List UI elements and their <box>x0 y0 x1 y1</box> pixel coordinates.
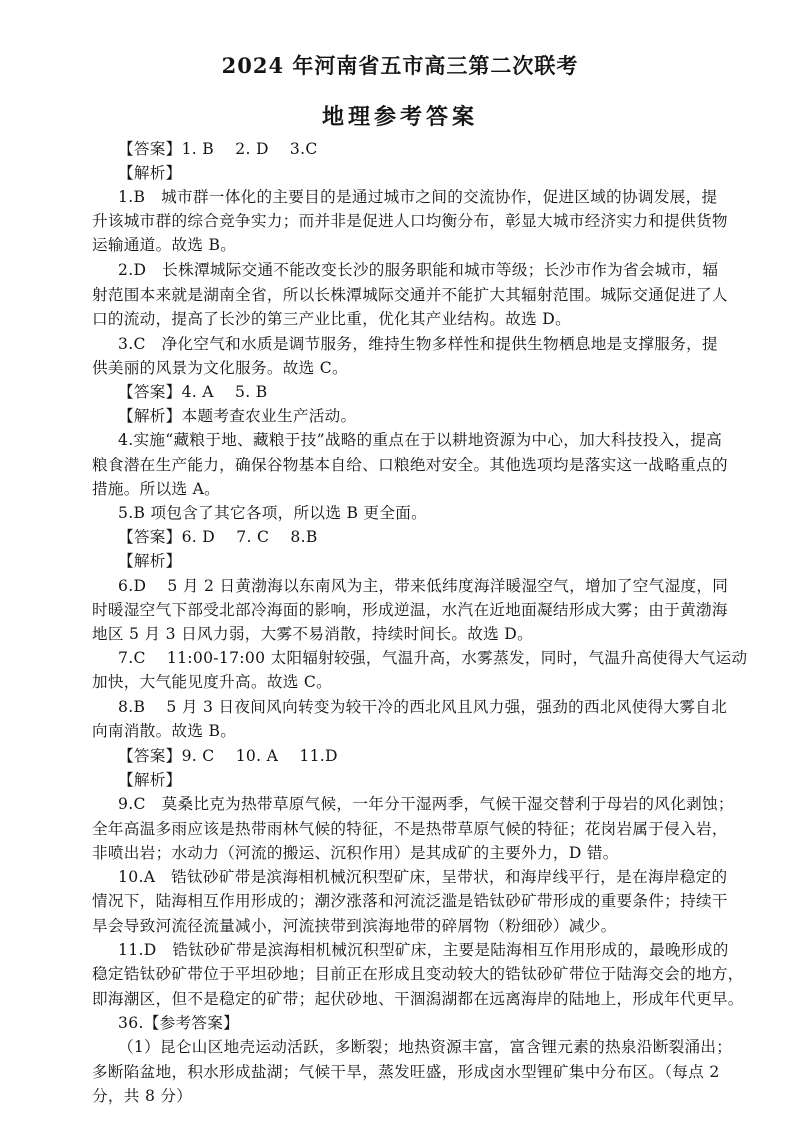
page-title: 2024 年河南省五市高三第二次联考 <box>221 53 579 78</box>
text-line: 即海潮区，但不是稳定的矿带；起伏砂地、干涸潟湖都在远离海岸的陆地上，形成年代更早。 <box>92 990 744 1008</box>
text-line: 情况下，陆海相互作用形成的；潮汐涨落和河流泛滥是锆钛砂矿带形成的重要条件；持续干 <box>92 892 728 910</box>
reference-answer-heading: 36.【参考答案】 <box>118 1014 240 1032</box>
text-line: 旱会导致河流径流量减小，河流挟带到滨海地带的碎屑物（粉细砂）减少。 <box>92 917 617 935</box>
text-line: 10.A 锆钛砂矿带是滨海相机械沉积型矿床，呈带状，和海岸线平行，是在海岸稳定的 <box>118 868 728 886</box>
answer-line-9-11: 【答案】9. C 10. A 11.D <box>118 747 338 765</box>
text-line: 时暖湿空气下部受北部冷海面的影响，形成逆温，水汽在近地面凝结形成大雾；由于黄渤海 <box>92 601 728 619</box>
answer-line-1-3: 【答案】1. B 2. D 3.C <box>118 140 318 158</box>
text-line: 7.C 11:00-17:00 太阳辐射较强，气温升高，水雾蒸发，同时，气温升高使得大气运动 <box>118 649 748 667</box>
analysis-heading: 【解析】本题考查农业生产活动。 <box>118 407 357 425</box>
analysis-heading: 【解析】 <box>118 552 182 570</box>
answer-line-4-5: 【答案】4. A 5. B <box>118 383 268 401</box>
text-line: 地区 5 月 3 日风力弱，大雾不易消散，持续时间长。故选 D。 <box>92 625 533 643</box>
text-line: 加快，大气能见度升高。故选 C。 <box>92 673 333 691</box>
text-line: 多断陷盆地，积水形成盐湖；气候干旱，蒸发旺盛，形成卤水型锂矿集中分布区。（每点 2 <box>92 1063 720 1081</box>
text-line: 供美丽的风景为文化服务。故选 C。 <box>92 359 348 377</box>
text-line: （1）昆仑山区地壳运动活跃，多断裂；地热资源丰富，富含锂元素的热泉沿断裂涌出； <box>118 1038 733 1056</box>
text-line: 11.D 锆钛砂矿带是滨海相机械沉积型矿床，主要是陆海相互作用形成的，最晚形成的 <box>118 941 729 959</box>
text-line: 升该城市群的综合竞争实力；而并非是促进人口均衡分布，彰显大城市经济实力和提供货物 <box>92 212 728 230</box>
answer-line-6-8: 【答案】6. D 7. C 8.B <box>118 528 318 546</box>
text-line: 9.C 莫桑比克为热带草原气候，一年分干湿两季，气候干湿交替利于母岩的风化剥蚀； <box>118 795 734 813</box>
page-subtitle: 地理参考答案 <box>321 104 478 130</box>
text-line: 8.B 5 月 3 日夜间风向转变为较干冷的西北风且风力强，强劲的西北风使得大雾自北 <box>118 698 728 716</box>
text-line: 2.D 长株潭城际交通不能改变长沙的服务职能和城市等级；长沙市作为省会城市，辐 <box>118 261 719 279</box>
text-line: 粮食潜在生产能力，确保谷物基本自给、口粮绝对安全。其他选项均是落实这一战略重点的 <box>92 456 728 474</box>
text-line: 向南消散。故选 B。 <box>92 722 237 740</box>
text-line: 5.B 项包含了其它各项，所以选 B 更全面。 <box>118 504 428 522</box>
text-line: 4.实施“藏粮于地、藏粮于技”战略的重点在于以耕地资源为中心，加大科技投入，提高 <box>118 431 723 449</box>
text-line: 射范围本来就是湖南全省，所以长株潭城际交通并不能扩大其辐射范围。城际交通促进了人 <box>92 286 728 304</box>
text-line: 口的流动，提高了长沙的第三产业比重，优化其产业结构。故选 D。 <box>92 310 571 328</box>
text-line: 全年高温多雨应该是热带雨林气候的特征，不是热带草原气候的特征；花岗岩属于侵入岩， <box>92 820 728 838</box>
text-line: 稳定锆钛砂矿带位于平坦砂地；目前正在形成且变动较大的锆钛砂矿带位于陆海交会的地方， <box>92 965 744 983</box>
analysis-heading: 【解析】 <box>118 771 182 789</box>
analysis-heading: 【解析】 <box>118 164 182 182</box>
text-line: 1.B 城市群一体化的主要目的是通过城市之间的交流协作，促进区域的协调发展，提 <box>118 188 718 206</box>
text-line: 6.D 5 月 2 日黄渤海以东南风为主，带来低纬度海洋暖湿空气，增加了空气湿度，同 <box>118 577 729 595</box>
text-line: 非喷出岩；水动力（河流的搬运、沉积作用）是其成矿的主要外力，D 错。 <box>92 844 619 862</box>
text-line: 3.C 净化空气和水质是调节服务，维持生物多样性和提供生物栖息地是支撑服务，提 <box>118 335 718 353</box>
text-line: 措施。所以选 A。 <box>92 480 221 498</box>
text-line: 分，共 8 分） <box>92 1087 193 1105</box>
text-line: 运输通道。故选 B。 <box>92 236 237 254</box>
